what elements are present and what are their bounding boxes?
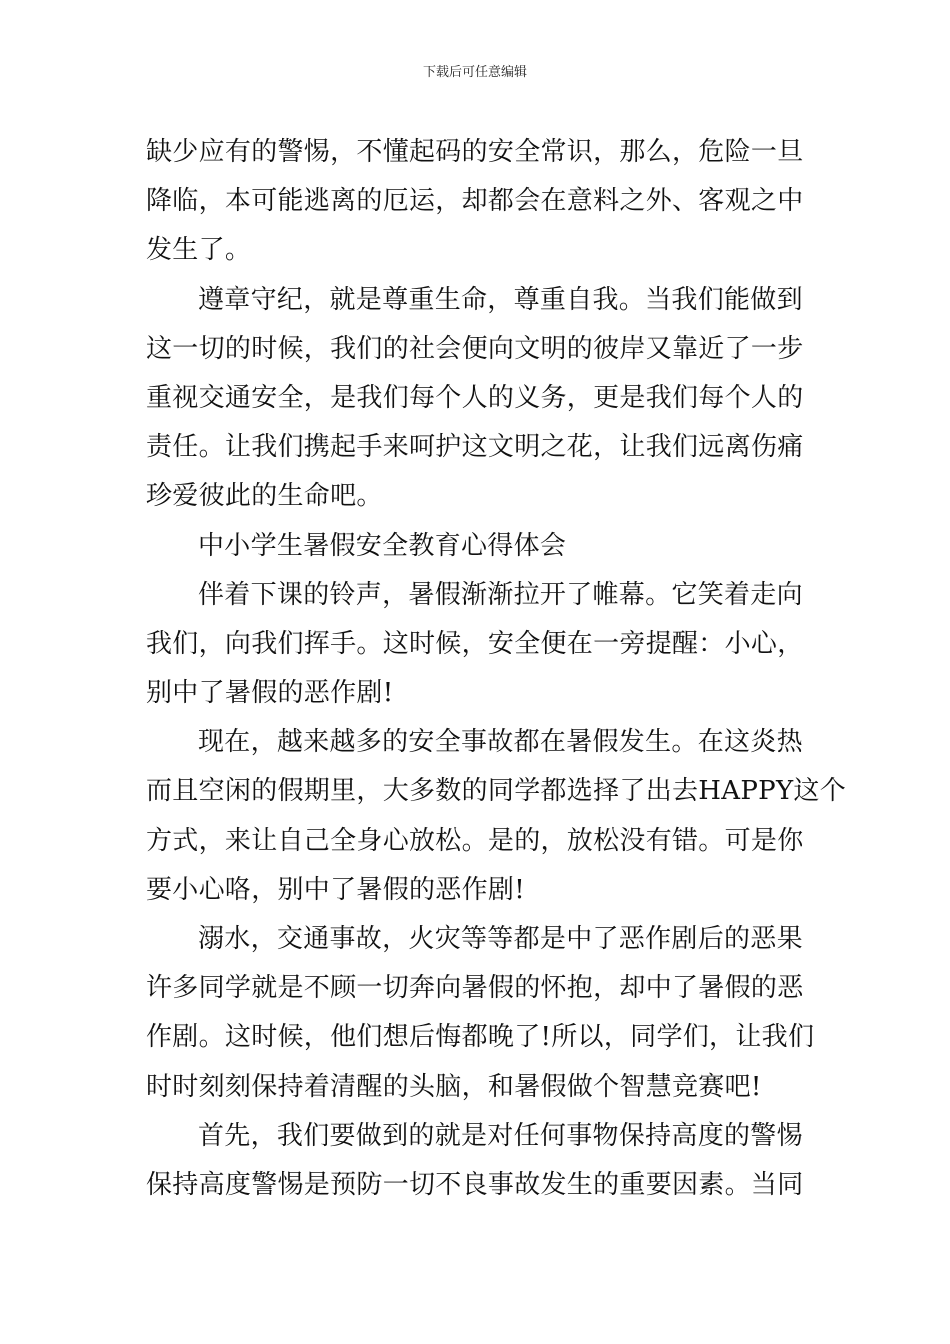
text-line: 发生了。 — [146, 235, 252, 266]
text-line: 责任。让我们携起手来呵护这文明之花，让我们远离伤痛 — [146, 432, 804, 463]
text-line: 珍爱彼此的生命吧。 — [146, 481, 383, 512]
text-line: 方式，来让自己全身心放松。是的，放松没有错。可是你 — [146, 825, 804, 856]
text-line: 这一切的时候，我们的社会便向文明的彼岸又靠近了一步 — [146, 333, 804, 364]
section-title — [146, 522, 810, 571]
text-line: 而且空闲的假期里，大多数的同学都选择了出去HAPPY这个 — [146, 776, 847, 807]
text-line: 降临，本可能逃离的厄运，却都会在意料之外、客观之中 — [146, 186, 804, 217]
text-line: 要小心咯，别中了暑假的恶作剧! — [146, 874, 525, 905]
paragraph — [146, 128, 810, 276]
text-line: 保持高度警惕是预防一切不良事故发生的重要因素。当同 — [146, 1169, 804, 1200]
text-line: 中小学生暑假安全教育心得体会 — [198, 530, 567, 561]
paragraph — [146, 718, 847, 915]
text-line: 作剧。这时候，他们想后悔都晚了!所以，同学们，让我们 — [146, 1022, 815, 1053]
text-line: 溺水，交通事故，火灾等等都是中了恶作剧后的恶果 — [198, 924, 803, 954]
document-body — [146, 128, 847, 1210]
text-line: 许多同学就是不顾一切奔向暑假的怀抱，却中了暑假的恶 — [146, 973, 804, 1004]
text-line: 伴着下课的铃声，暑假渐渐拉开了帷幕。它笑着走向 — [198, 579, 803, 610]
text-line: 现在，越来越多的安全事故都在暑假发生。在这炎热 — [198, 727, 803, 758]
text-line: 时时刻刻保持着清醒的头脑，和暑假做个智慧竞赛吧! — [146, 1071, 762, 1102]
text-line: 别中了暑假的恶作剧! — [146, 678, 394, 709]
paragraph — [146, 571, 810, 719]
text-line: 重视交通安全，是我们每个人的义务，更是我们每个人的 — [146, 382, 804, 413]
text-line: 首先，我们要做到的就是对任何事物保持高度的警惕 — [198, 1120, 803, 1151]
text-line: 我们，向我们挥手。这时候，安全便在一旁提醒：小心， — [146, 628, 804, 659]
text-line: 遵章守纪，就是尊重生命，尊重自我。当我们能做到 — [198, 284, 803, 315]
paragraph — [146, 915, 815, 1112]
paragraph — [146, 1112, 810, 1210]
page-header: 下载后可任意编辑 — [422, 65, 527, 80]
paragraph — [146, 276, 810, 522]
text-line: 缺少应有的警惕，不懂起码的安全常识，那么，危险一旦 — [146, 137, 804, 167]
